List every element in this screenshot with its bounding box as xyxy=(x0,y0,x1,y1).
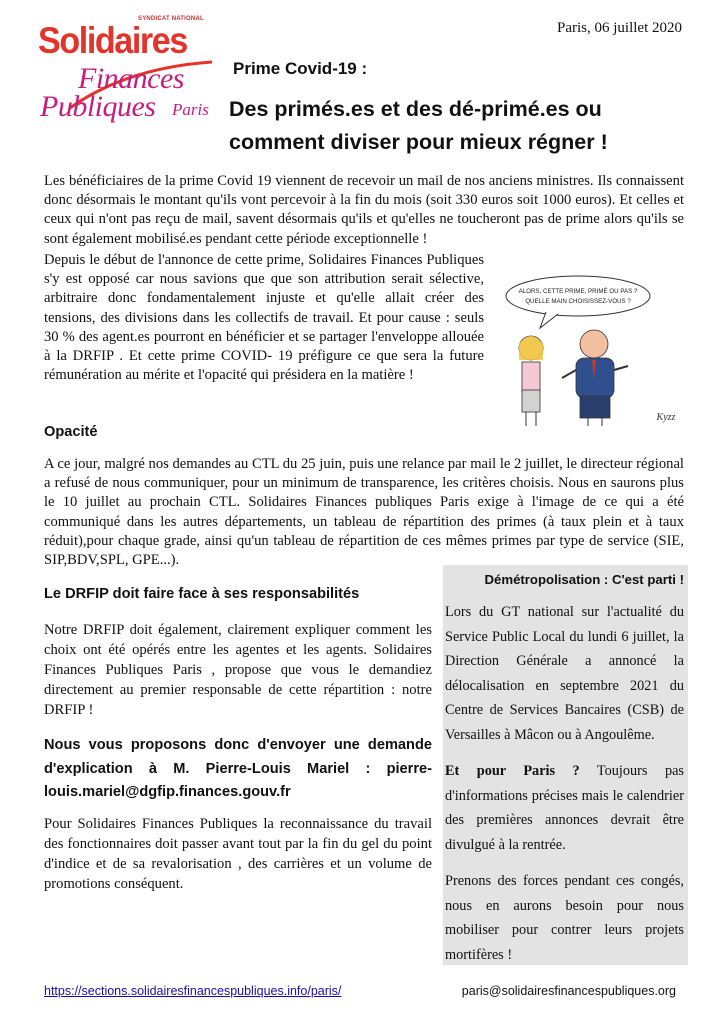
drfip-callout: Nous vous proposons donc d'envoyer une demande d'explication à M. Pierre-Louis Mariel : pierre-louis.mariel@dgfip.finances.gouv.fr xyxy=(44,737,432,800)
box-paragraph-2 xyxy=(443,759,688,857)
cartoon-bubble-line2: QUELLE MAIN CHOISISSEZ-VOUS ? xyxy=(525,298,631,305)
box-paragraph-1: Lors du GT national sur l'actualité du Service Public Local du lundi 6 juillet, la Direction Générale a annoncé la délocalisation en septembre 2021 du Centre de Services Bancaires (CSB) de Versailles à Mâcon ou à Angoulême. xyxy=(445,604,684,743)
logo-publiques: Publiques xyxy=(40,90,156,123)
opacite-paragraph: A ce jour, malgré nos demandes au CTL du 25 juin, puis une relance par mail le 2 juillet, le directeur régional a refusé de nous communiquer, pour un minimum de transparence, les critères choisis. Nous en saurons plus le 10 juillet au prochain CTL. Solidaires Finances publiques Paris exige à l'image de ce qui a été communiqué dans les autres départements, un tableau de répartition des primes (à taux plein et à taux réduit),pour chaque grade, ainsi qu'un tableau de répartition de ces mêmes primes par type de service (SIE, SIP,BDV,SPL, GPE...). xyxy=(44,456,684,569)
box-paris-question: Et pour Paris ? xyxy=(445,763,580,779)
document-headline: Des primés.es et des dé-primé.es ou comment diviser pour mieux régner ! xyxy=(229,97,608,154)
logo-solidaires: Solidaires xyxy=(38,20,187,61)
box-paragraph-3: Prenons des forces pendant ces congés, nous en aurons besoin pour nous mobiliser pour contrer leurs projets mortifères ! xyxy=(445,873,684,963)
cartoon-signature: Kyzz xyxy=(656,412,676,423)
opacite-heading: Opacité xyxy=(44,424,98,440)
drfip-paragraph: Notre DRFIP doit également, clairement expliquer comment les choix ont été opérés entre les agentes et les agents. Solidaires Finances Publiques Paris , propose que vous le demandiez directement au premier responsable de cette répartition : notre DRFIP ! xyxy=(44,622,432,718)
intro-paragraph: Les bénéficiaires de la prime Covid 19 viennent de recevoir un mail de nos anciens ministres. Ils connaissent donc désormais le montant qu'ils vont percevoir à la fin du mois (soit 330 euros soit 1000 euros). Et celles et ceux qui n'ont pas reçu de mail, savent désormais qu'ils et qu'elles ne toucheront pas de prime alors qu'ils se sont également mobilisé.es pendant cette période exceptionnelle ! xyxy=(44,173,684,247)
demetropolisation-box xyxy=(443,565,688,965)
logo-paris: Paris xyxy=(172,100,209,119)
intro-side-paragraph: Depuis le début de l'annonce de cette prime, Solidaires Finances Publiques s'y est opposé car nous savions que que son attribution serait sélective, arbitraire donc fondamentalement injuste et qu'elle allait créer des tensions, des divisions dans les collectifs de travail. Et pour cause : seuls 30 % des agent.es pourront en bénéficier et se partager l'enveloppe allouée à la DRFIP . Et cette prime COVID- 19 préfigure ce que sera la future rémunération au mérite et l'opacité qui présidera en la matière ! xyxy=(44,252,484,384)
drfip-heading: Le DRFIP doit faire face à ses responsabilités xyxy=(44,586,360,602)
logo-finances: Finances xyxy=(78,62,184,95)
logo xyxy=(38,14,213,123)
footer-website-link[interactable]: https://sections.solidairesfinancespubliques.info/paris/ xyxy=(44,984,342,998)
cartoon-drawing xyxy=(496,270,686,430)
box-paragraph-2-text: Toujours pas d'informations précises mais le calendrier des premières annonces devrait être divulgué à la rentrée. xyxy=(445,763,684,853)
cartoon-illustration xyxy=(496,270,686,430)
drfip-closing-paragraph: Pour Solidaires Finances Publiques la reconnaissance du travail des fonctionnaires doit passer avant tout par la fin du gel du point d'indice et de sa revalorisation , des carrières et un volume de promotions conséquent. xyxy=(44,816,432,892)
document-date: Paris, 06 juillet 2020 xyxy=(557,20,682,36)
box-title: Démétropolisation : C'est parti ! xyxy=(484,572,684,587)
document-subtitle: Prime Covid-19 : xyxy=(233,59,368,78)
logo-syndicat: SYNDICAT NATIONAL xyxy=(138,16,204,22)
cartoon-bubble-line1: ALORS, CETTE PRIME, PRIMÉ OU PAS ? xyxy=(518,288,638,295)
footer-email: paris@solidairesfinancespubliques.org xyxy=(461,984,676,998)
